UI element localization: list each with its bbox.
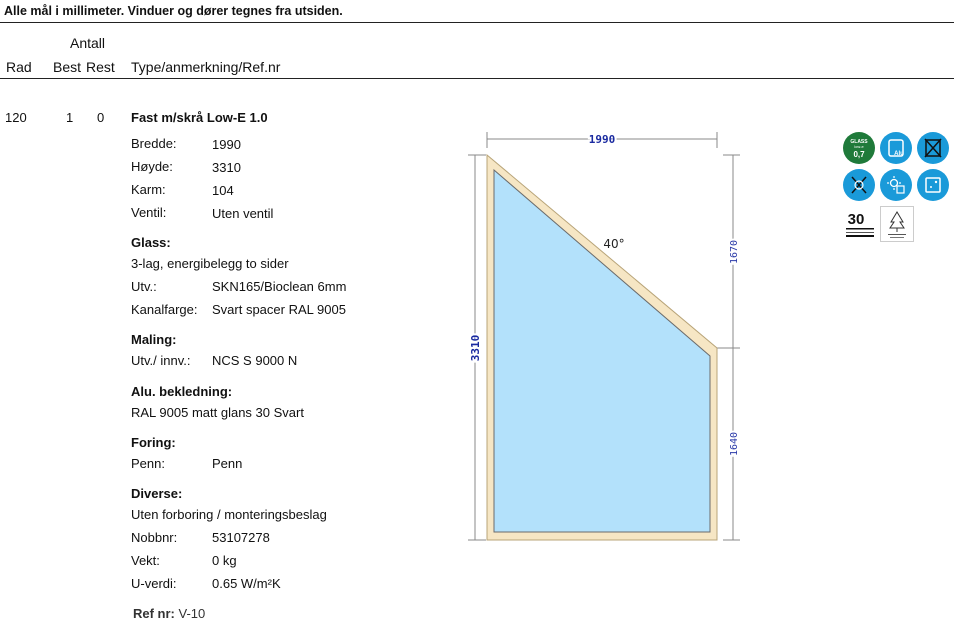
hoyde-label: Høyde: <box>131 159 173 174</box>
diverse-heading: Diverse: <box>131 486 183 501</box>
ventil-label: Ventil: <box>131 205 167 220</box>
alu-badge-text: Alu <box>894 151 904 157</box>
nobbnr-label: Nobbnr: <box>131 530 178 545</box>
header-rest: Rest <box>86 59 115 75</box>
bredde-value: 1990 <box>212 137 241 152</box>
lower-right-dimension: 1640 <box>729 431 740 457</box>
no-drilling-icon <box>843 169 875 201</box>
hoyde-value: 3310 <box>212 160 241 175</box>
penn-label: Penn: <box>131 456 165 471</box>
maling-heading: Maling: <box>131 332 177 347</box>
height-dimension: 3310 <box>469 334 482 362</box>
header-best: Best <box>53 59 82 75</box>
window-glass <box>494 170 710 532</box>
glass-badge-title: GLASS <box>850 139 868 145</box>
foring-heading: Foring: <box>131 435 176 450</box>
u-verdi-value: 0.65 W/m²K <box>212 576 281 591</box>
warranty-30-years-icon <box>843 206 877 240</box>
header-type: Type/anmerkning/Ref.nr <box>131 59 281 75</box>
ref-number <box>133 606 205 621</box>
warranty-years-text: 30 <box>847 211 865 228</box>
slope-angle: 40° <box>603 237 625 251</box>
header-rad: Rad <box>6 59 32 75</box>
karm-label: Karm: <box>131 182 166 197</box>
window-drawing <box>440 120 760 550</box>
utv-innv-label: Utv./ innv.: <box>131 353 191 368</box>
alu-cladding-icon <box>880 132 912 164</box>
remaining-count: 0 <box>97 110 105 125</box>
diverse-description: Uten forboring / monteringsbeslag <box>131 507 327 522</box>
alu-description: RAL 9005 matt glans 30 Svart <box>131 405 304 420</box>
kanalfarge-value: Svart spacer RAL 9005 <box>212 302 346 317</box>
glass-badge-value: 0,7 <box>853 150 865 159</box>
alu-heading: Alu. bekledning: <box>131 384 233 399</box>
glass-badge-sub: low-e <box>854 144 864 149</box>
row-number: 120 <box>5 110 27 125</box>
ref-label: Ref nr: <box>133 606 175 621</box>
sun-coating-icon <box>880 169 912 201</box>
glass-heading: Glass: <box>131 235 171 250</box>
ref-value: V-10 <box>178 606 206 621</box>
ventil-value: Uten ventil <box>212 206 274 221</box>
item-title: Fast m/skrå Low-E 1.0 <box>131 110 268 125</box>
fsc-tree-icon <box>880 206 914 242</box>
karm-value: 104 <box>212 183 234 198</box>
utv-label: Utv.: <box>131 279 157 294</box>
upper-right-dimension: 1670 <box>729 239 740 265</box>
vekt-label: Vekt: <box>131 553 160 568</box>
vekt-value: 0 kg <box>212 553 237 568</box>
kanalfarge-label: Kanalfarge: <box>131 302 198 317</box>
header-antall: Antall <box>70 35 106 51</box>
penn-value: Penn <box>212 456 243 471</box>
utv-innv-value: NCS S 9000 N <box>212 353 298 368</box>
measurement-notice: Alle mål i millimeter. Vinduer og dører tegnes fra utsiden. <box>4 4 343 18</box>
nobbnr-value: 53107278 <box>212 530 270 545</box>
width-dimension: 1990 <box>588 133 616 146</box>
bredde-label: Bredde: <box>131 136 177 151</box>
self-cleaning-glass-icon <box>917 169 949 201</box>
header-divider <box>0 78 954 79</box>
glass-description: 3-lag, energibelegg to sider <box>131 256 289 271</box>
u-verdi-label: U-verdi: <box>131 576 177 591</box>
top-divider <box>0 22 954 23</box>
ordered-count: 1 <box>66 110 74 125</box>
glass-low-e-badge-icon <box>843 132 875 164</box>
no-vent-icon <box>917 132 949 164</box>
utv-value: SKN165/Bioclean 6mm <box>212 279 347 294</box>
